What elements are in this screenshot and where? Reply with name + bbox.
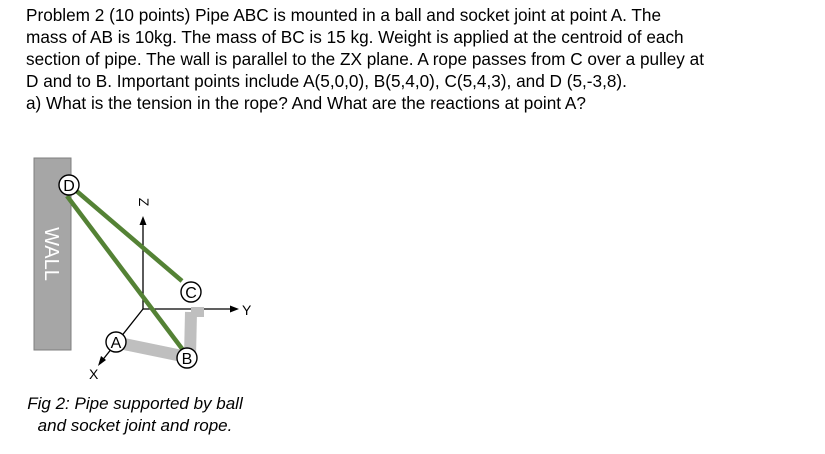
caption-line-1: Fig 2: Pipe supported by ball xyxy=(27,394,243,413)
point-a-label: A xyxy=(110,335,122,352)
problem-line-1: Problem 2 (10 points) Pipe ABC is mounted in a ball and socket joint at point A. The xyxy=(26,5,662,25)
problem-line-3: section of pipe. The wall is parallel to the ZX plane. A rope passes from C over a pulley at xyxy=(26,49,704,69)
problem-statement xyxy=(26,4,821,114)
point-b-marker xyxy=(177,348,197,368)
figure-caption xyxy=(0,393,270,437)
question-a: a) What is the tension in the rope? And What are the reactions at point A? xyxy=(26,93,586,113)
point-c-label: C xyxy=(185,285,197,302)
x-axis-label: X xyxy=(89,366,99,382)
point-d-marker xyxy=(59,175,79,195)
y-axis-label: Y xyxy=(242,302,252,318)
rope-d-to-b xyxy=(67,196,183,350)
problem-line-4: D and to B. Important points include A(5,0,0), B(5,4,0), C(5,4,3), and D (5,-3,8). xyxy=(26,71,627,91)
point-d-label: D xyxy=(63,178,75,195)
point-a-marker xyxy=(106,332,126,352)
y-axis-arrowhead xyxy=(230,306,239,313)
point-c-marker xyxy=(181,282,201,302)
rope-d-to-c xyxy=(73,188,182,281)
caption-line-2: and socket joint and rope. xyxy=(37,416,233,435)
z-axis-arrowhead xyxy=(140,216,147,225)
point-b-label: B xyxy=(181,351,193,368)
problem-line-2: mass of AB is 10kg. The mass of BC is 15 kg. Weight is applied at the centroid of each xyxy=(26,27,684,47)
wall-label: WALL xyxy=(40,227,62,281)
z-axis-label: Z xyxy=(136,197,152,207)
